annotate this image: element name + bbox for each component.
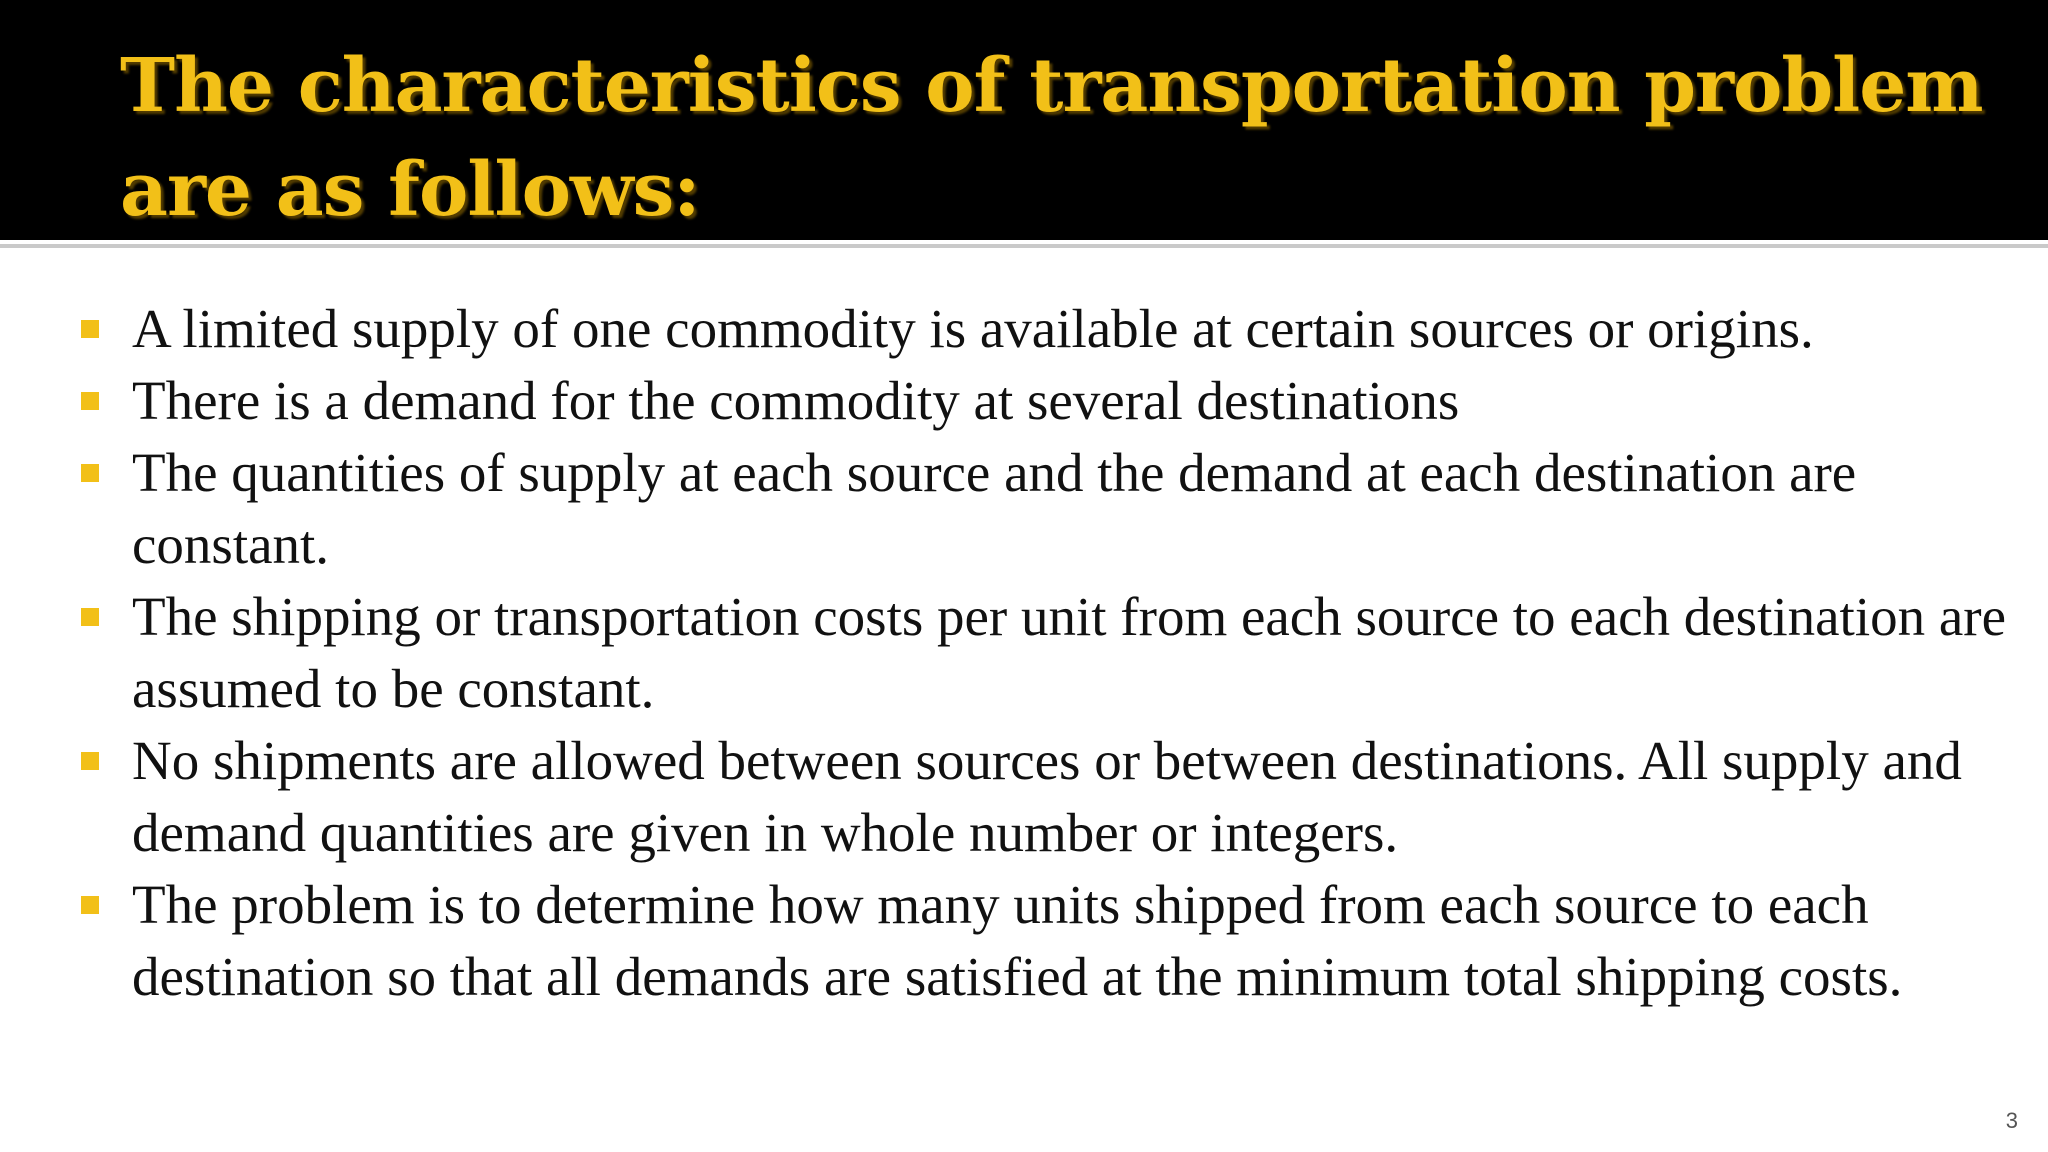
square-bullet-icon [81, 752, 99, 770]
page-number: 3 [2005, 1108, 2018, 1133]
bullet-text: The quantities of supply at each source and the demand at each destination are constant. [132, 442, 1857, 575]
bullet-list [0, 293, 2048, 1013]
square-bullet-icon [81, 392, 99, 410]
title-divider [0, 244, 2048, 248]
bullet-item [0, 725, 2048, 869]
bullet-text: The problem is to determine how many units shipped from each source to each destination so that all demands are satisfied at the minimum total shipping costs. [132, 874, 1903, 1007]
square-bullet-icon [81, 608, 99, 626]
bullet-text: There is a demand for the commodity at several destinations [132, 370, 1460, 431]
bullet-item [0, 437, 2048, 581]
bullet-item [0, 365, 2048, 437]
bullet-text: No shipments are allowed between sources or between destinations. All supply and demand quantities are given in whole number or integers. [132, 730, 1962, 863]
square-bullet-icon [81, 320, 99, 338]
square-bullet-icon [81, 464, 99, 482]
bullet-item [0, 293, 2048, 365]
square-bullet-icon [81, 896, 99, 914]
bullet-text: The shipping or transportation costs per unit from each source to each destination are assumed to be constant. [132, 586, 2007, 719]
title-bar [0, 0, 2048, 240]
bullet-item [0, 581, 2048, 725]
slide-title: The characteristics of transportation problem are as follows: [120, 43, 1983, 233]
bullet-item [0, 869, 2048, 1013]
bullet-text: A limited supply of one commodity is available at certain sources or origins. [132, 298, 1814, 359]
